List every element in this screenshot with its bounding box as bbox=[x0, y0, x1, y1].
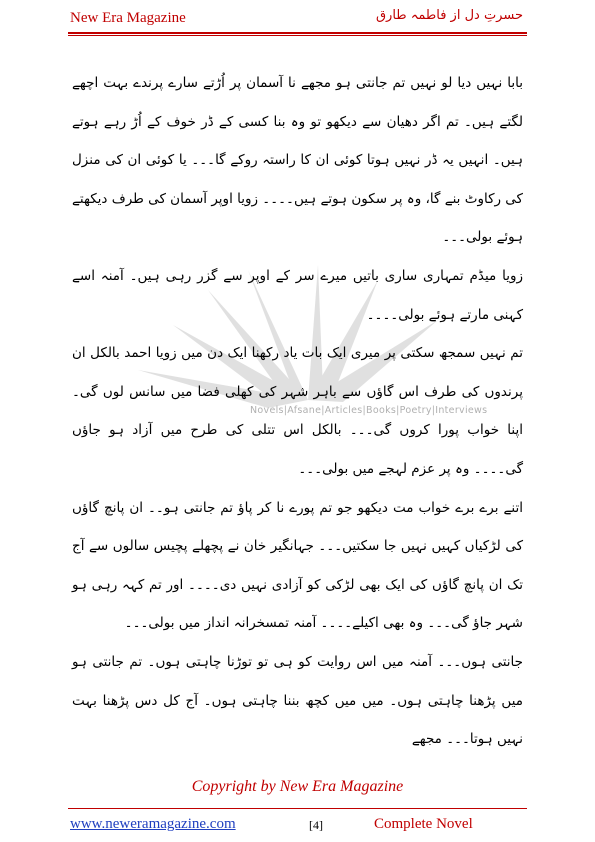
magazine-name: New Era Magazine bbox=[70, 10, 186, 26]
paragraph: اتنے برے برے خواب مت دیکھو جو تم پورے نا کر پاؤ تم جانتی ہو۔۔ ان پانچ گاؤں کی لڑکیاں کہیں نہیں جا سکتیں۔۔۔ جہانگیر خان نے پچھلے پچیس سالوں سے آج تک ان پانچ گاؤں کی ایک بھی لڑکی کو آزادی نہیں دی۔۔۔۔ اور تم کہہ رہی ہو شہر جاؤ گی۔۔۔ وہ بھی اکیلے۔۔۔۔ آمنہ تمسخرانہ انداز میں بولی۔۔۔ bbox=[72, 499, 523, 632]
novel-status: Complete Novel bbox=[374, 816, 473, 832]
header-divider bbox=[68, 32, 527, 34]
paragraph: زویا میڈم تمہاری ساری باتیں میرے سر کے اوپر سے گزر رہی ہیں۔ آمنہ اسے کہنی مارتے ہوئے بولی۔۔۔۔ bbox=[72, 267, 523, 323]
paragraph: بابا نہیں دیا لو نہیں تم جانتی ہو مجھے نا آسمان پر اُڑتے سارے پرندے بہت اچھے لگتے ہیں۔ تم اگر دھیان سے دیکھو تو وہ بنا کسی کے ڈر خوف کے اُڑ رہے ہوتے ہیں۔ انہیں یہ ڈر نہیں ہوتا کوئی ان کا راستہ روکے گا۔۔۔ یا کوئی ان کی منزل کی رکاوٹ بنے گا، وہ پر سکون ہوتے ہیں۔۔۔۔ زویا اوپر آسمان کی طرف دیکھتے ہوئے بولی۔۔۔ bbox=[71, 75, 523, 246]
header-divider-thin bbox=[68, 35, 527, 36]
page-number: [4] bbox=[309, 818, 323, 832]
novel-title-author: حسرتِ دل از فاطمہ طارق bbox=[375, 8, 523, 23]
copyright-notice: Copyright by New Era Magazine bbox=[191, 778, 404, 795]
footer-divider bbox=[68, 808, 527, 809]
watermark-tagline: Novels|Afsane|Articles|Books|Poetry|Interviews bbox=[250, 405, 488, 416]
paragraph: تم نہیں سمجھ سکتی پر میری ایک بات یاد رکھنا ایک دن میں زویا احمد بالکل ان پرندوں کی طرف اس گاؤں سے باہر شہر کی کھلی فضا میں سانس لوں گی۔ اپنا خواب پورا کروں گی۔۔۔ بالکل اس تتلی کی طرح میں آزاد ہو جاؤں گی۔۔۔۔ وہ پر عزم لہجے میں بولی۔۔۔ bbox=[72, 345, 523, 477]
website-link[interactable]: www.neweramagazine.com bbox=[70, 816, 236, 832]
paragraph: جانتی ہوں۔۔۔ آمنہ میں اس روایت کو ہی تو توڑنا چاہتی ہوں۔ تم جانتی ہو میں پڑھنا چاہتی ہوں۔ میں میں کچھ بننا چاہتی ہوں۔ آج کل دس پڑھنا بہت نہیں ہوتا۔۔۔ مجھے bbox=[72, 653, 523, 748]
novel-body bbox=[72, 64, 523, 759]
